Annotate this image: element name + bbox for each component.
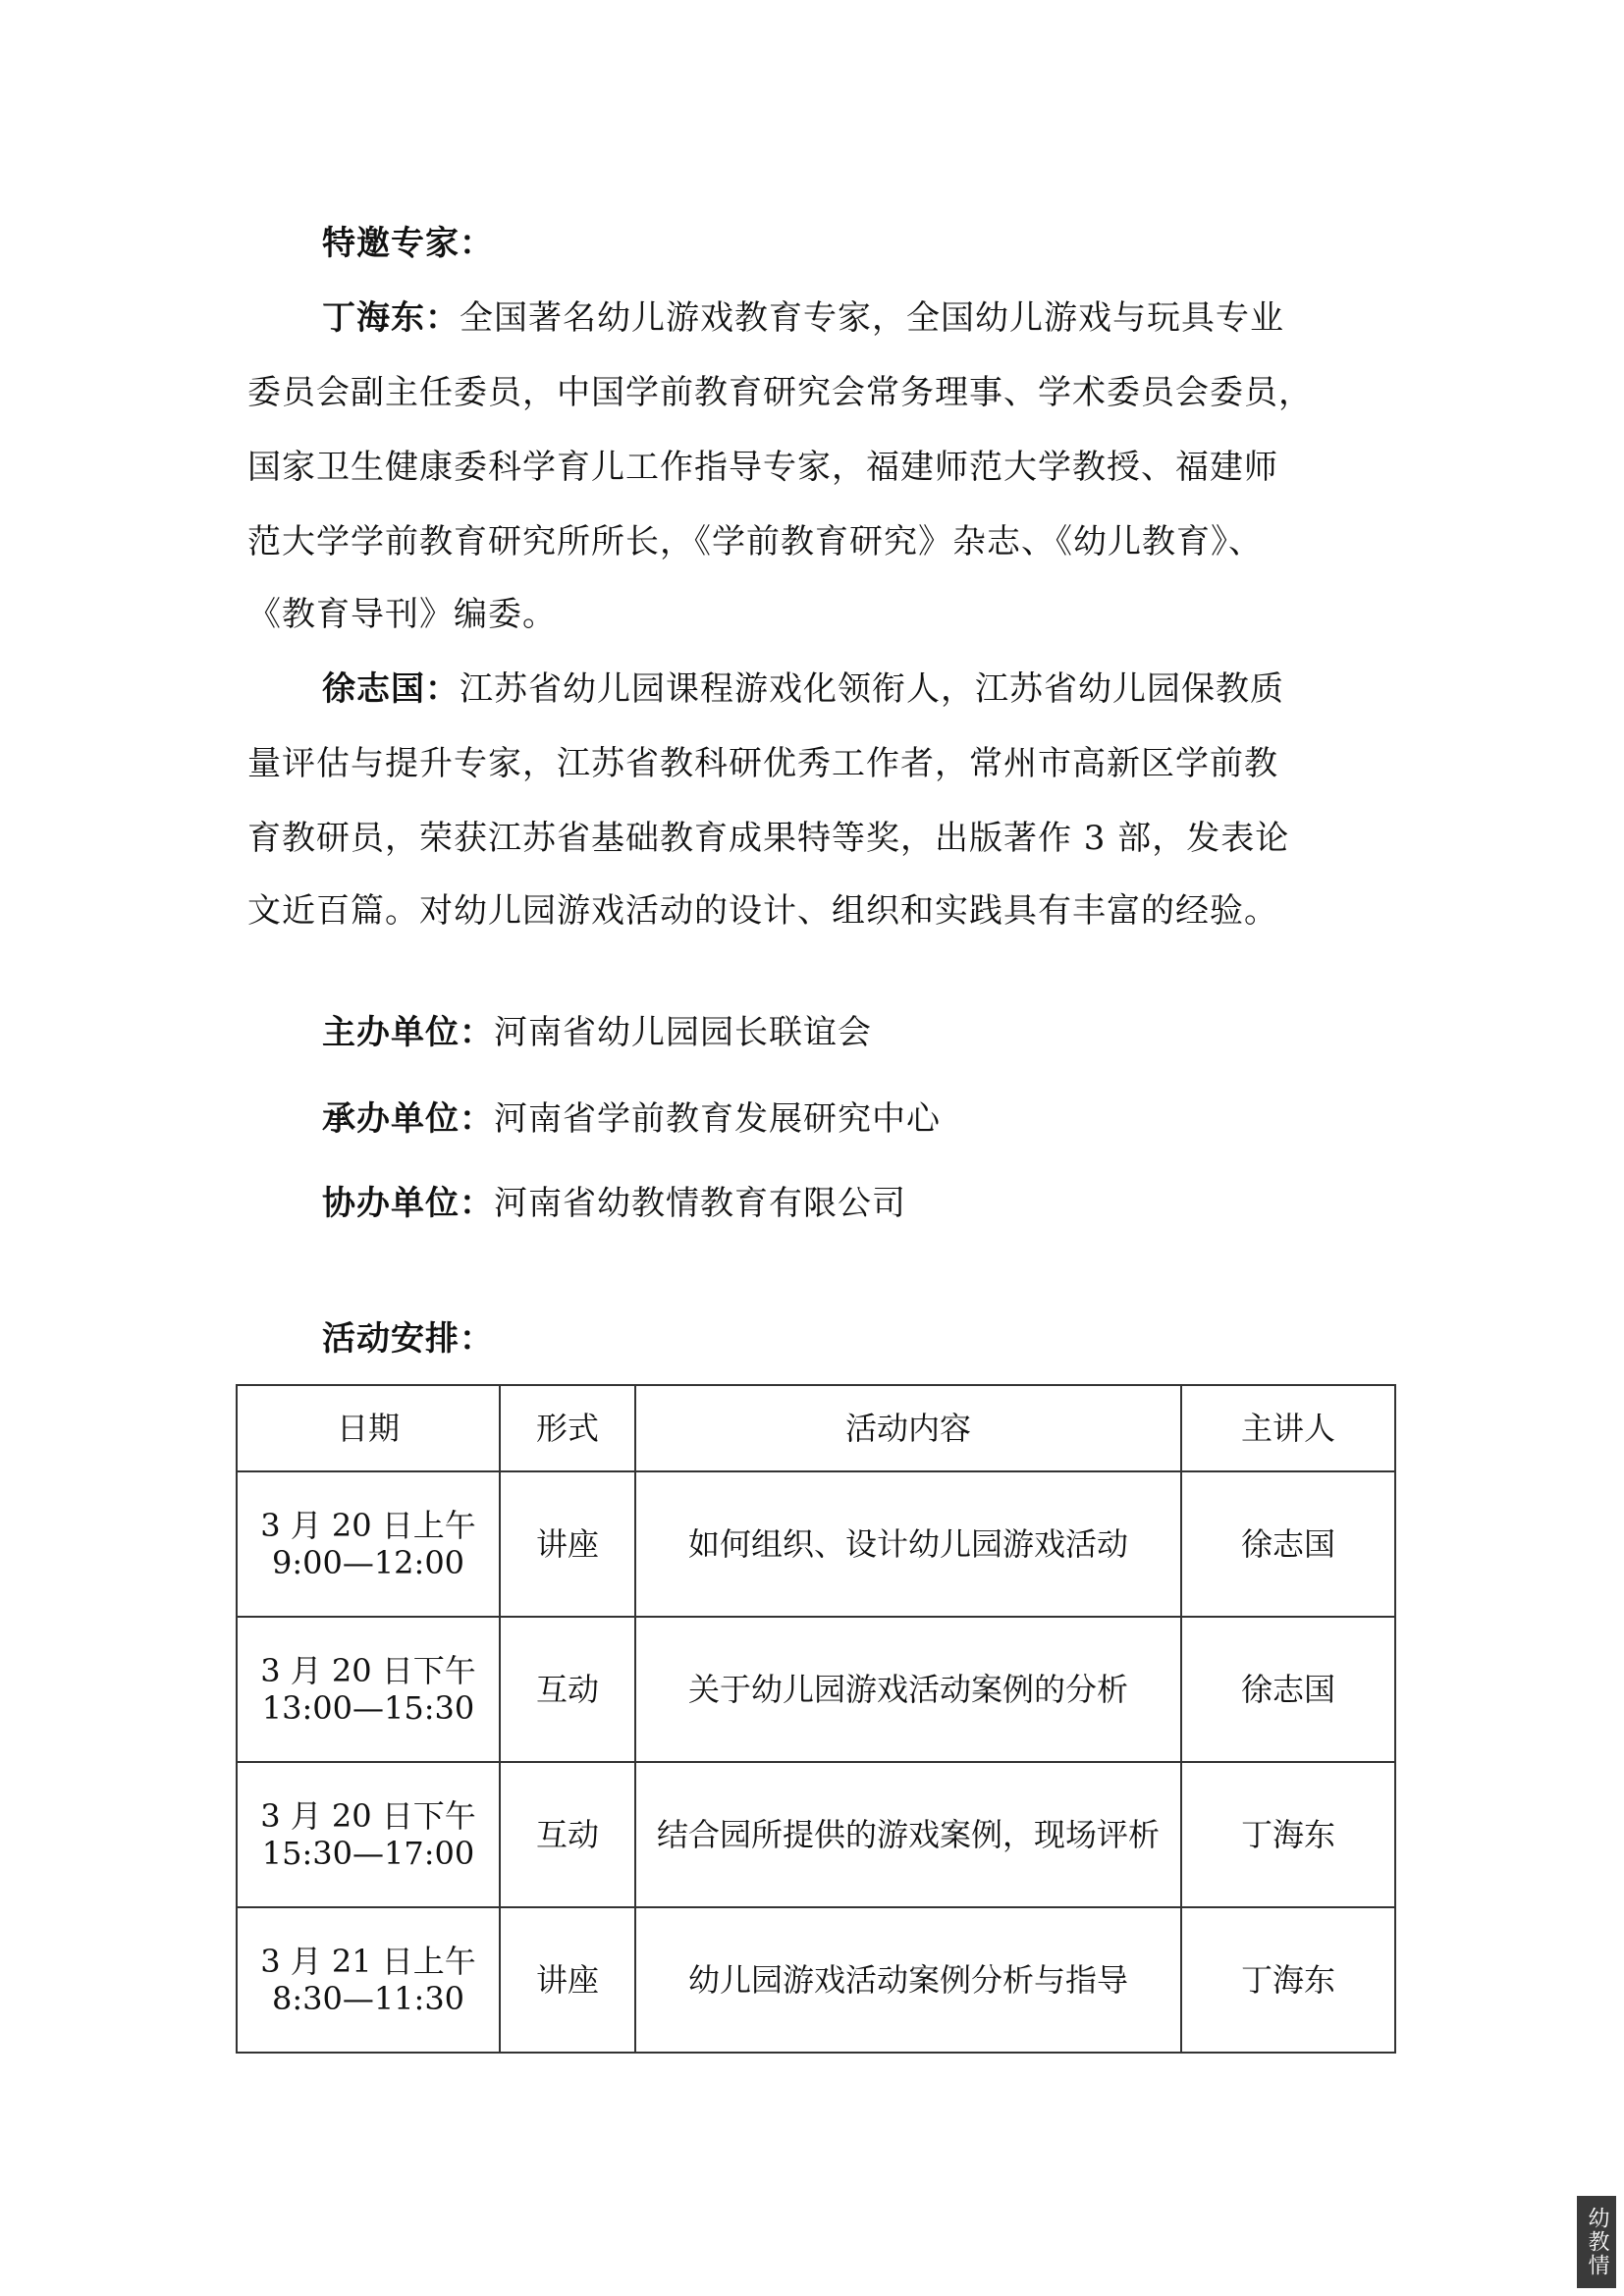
- date-cell: [237, 1907, 500, 2053]
- table-row: [237, 1762, 1395, 1907]
- date-cell: [237, 1617, 500, 1762]
- organizer-host: [322, 1013, 872, 1052]
- form-cell: 互动: [500, 1762, 635, 1907]
- expert-xu-line3: 育教研员，荣获江苏省基础教育成果特等奖，出版著作 3 部，发表论: [247, 819, 1290, 858]
- form-cell: 讲座: [500, 1907, 635, 2053]
- speaker-cell: 丁海东: [1181, 1762, 1395, 1907]
- content-cell: 幼儿园游戏活动案例分析与指导: [635, 1907, 1181, 2053]
- time-text: 9:00—12:00: [271, 1544, 465, 1581]
- speaker-cell: 丁海东: [1181, 1907, 1395, 2053]
- expert-xu-text: 江苏省幼儿园课程游戏化领衔人，江苏省幼儿园保教质: [460, 669, 1284, 709]
- content-cell: 关于幼儿园游戏活动案例的分析: [635, 1617, 1181, 1762]
- expert-xu-name: 徐志国：: [322, 669, 460, 709]
- table-header-row: [237, 1385, 1395, 1471]
- brand-logo-stamp: 幼教情: [1577, 2196, 1616, 2288]
- table-row: [237, 1617, 1395, 1762]
- organizer-coorganizer: [322, 1184, 906, 1223]
- speaker-cell: 徐志国: [1181, 1471, 1395, 1617]
- content-cell: 结合园所提供的游戏案例，现场评析: [635, 1762, 1181, 1907]
- expert-xu-line4: 文近百篇。对幼儿园游戏活动的设计、组织和实践具有丰富的经验。: [247, 891, 1278, 931]
- form-cell: 讲座: [500, 1471, 635, 1617]
- schedule-table: [236, 1384, 1396, 2054]
- date-cell: [237, 1471, 500, 1617]
- date-text: 3 月 21 日上午: [260, 1943, 476, 1980]
- organizer-undertaker: [322, 1099, 941, 1139]
- expert-xu-line: [322, 669, 1284, 709]
- schedule-heading: 活动安排：: [322, 1319, 494, 1359]
- organizer-undertaker-value: 河南省学前教育发展研究中心: [494, 1099, 941, 1139]
- column-header-form: 形式: [500, 1385, 635, 1471]
- date-cell: [237, 1762, 500, 1907]
- organizer-undertaker-label: 承办单位：: [322, 1099, 494, 1139]
- table-row: [237, 1471, 1395, 1617]
- expert-ding-line: [322, 298, 1284, 338]
- time-text: 13:00—15:30: [261, 1689, 475, 1727]
- column-header-content: 活动内容: [635, 1385, 1181, 1471]
- organizer-coorganizer-label: 协办单位：: [322, 1184, 494, 1223]
- date-text: 3 月 20 日上午: [260, 1507, 476, 1544]
- expert-ding-line5: 《教育导刊》编委。: [247, 595, 557, 634]
- expert-xu-line2: 量评估与提升专家，江苏省教科研优秀工作者，常州市高新区学前教: [247, 744, 1278, 783]
- time-text: 15:30—17:00: [261, 1835, 475, 1872]
- speaker-cell: 徐志国: [1181, 1617, 1395, 1762]
- time-text: 8:30—11:30: [271, 1980, 465, 2017]
- form-cell: 互动: [500, 1617, 635, 1762]
- expert-ding-line4: 范大学学前教育研究所所长，《学前教育研究》杂志、《幼儿教育》、: [247, 522, 1263, 561]
- content-cell: 如何组织、设计幼儿园游戏活动: [635, 1471, 1181, 1617]
- expert-ding-line3: 国家卫生健康委科学育儿工作指导专家，福建师范大学教授、福建师: [247, 448, 1278, 487]
- organizer-host-value: 河南省幼儿园园长联谊会: [494, 1013, 872, 1052]
- date-text: 3 月 20 日下午: [260, 1652, 476, 1689]
- organizer-coorganizer-value: 河南省幼教情教育有限公司: [494, 1184, 906, 1223]
- organizer-host-label: 主办单位：: [322, 1013, 494, 1052]
- expert-ding-text: 全国著名幼儿游戏教育专家，全国幼儿游戏与玩具专业: [460, 298, 1284, 338]
- column-header-speaker: 主讲人: [1181, 1385, 1395, 1471]
- experts-heading: 特邀专家：: [322, 224, 494, 263]
- table-row: [237, 1907, 1395, 2053]
- column-header-date: 日期: [237, 1385, 500, 1471]
- date-text: 3 月 20 日下午: [260, 1797, 476, 1835]
- expert-ding-line2: 委员会副主任委员，中国学前教育研究会常务理事、学术委员会委员，: [247, 373, 1313, 412]
- expert-ding-name: 丁海东：: [322, 298, 460, 338]
